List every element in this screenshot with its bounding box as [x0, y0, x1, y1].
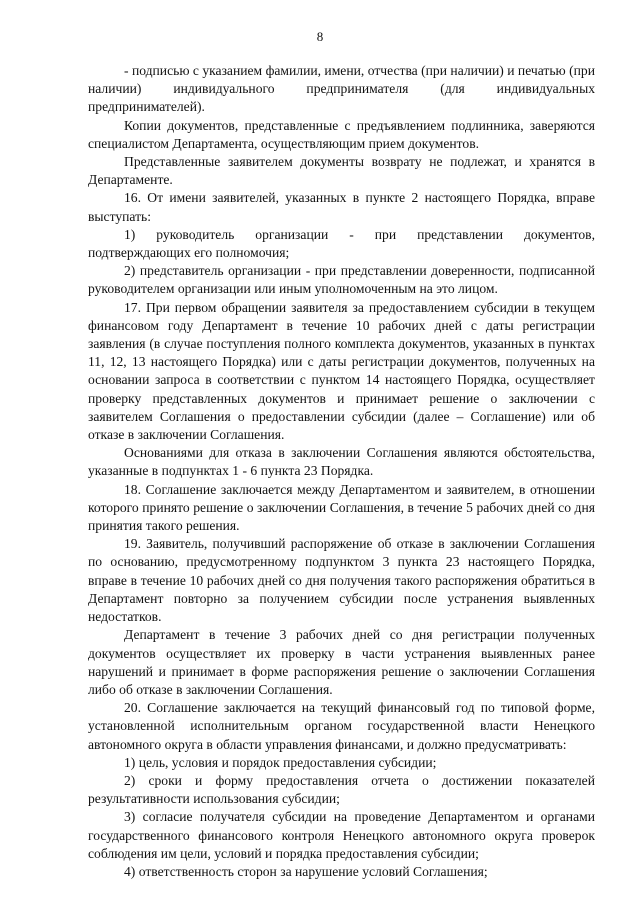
- page-number: 8: [316, 29, 324, 44]
- paragraph-17-refusal-grounds: Основаниями для отказа в заключении Соглашения являются обстоятельства, указанные в подпунктах 1 - 6 пункта 23 Порядка.: [88, 445, 595, 479]
- paragraph-20: 20. Соглашение заключается на текущий финансовый год по типовой форме, установленной исполнительным органом государственной власти Ненецкого автономного округа в области управления финансами, и должно предусматривать:: [88, 700, 595, 752]
- document-body: [88, 62, 595, 881]
- paragraph-documents-not-returned: Представленные заявителем документы возврату не подлежат, и хранятся в Департаменте.: [88, 154, 595, 188]
- paragraph-copies-certified: Копии документов, представленные с предъявлением подлинника, заверяются специалистом Департамента, осуществляющим прием документов.: [88, 117, 595, 151]
- paragraph-20-item-3: 3) согласие получателя субсидии на проведение Департаментом и органами государственного финансового контроля Ненецкого автономного округа проверок соблюдения им цели, условий и порядка предоставления субсидии;: [88, 809, 595, 861]
- paragraph-signature-requirement: - подписью с указанием фамилии, имени, отчества (при наличии) и печатью (при наличии) индивидуального предпринимателя (для индивидуальных предпринимателей).: [88, 63, 595, 115]
- paragraph-16-item-1: 1) руководитель организации - при представлении документов, подтверждающих его полномочия;: [88, 226, 595, 261]
- paragraph-20-item-2: 2) сроки и форму предоставления отчета о достижении показателей результативности использования субсидии;: [88, 772, 595, 807]
- paragraph-16: 16. От имени заявителей, указанных в пункте 2 настоящего Порядка, вправе выступать:: [88, 190, 595, 224]
- paragraph-19: 19. Заявитель, получивший распоряжение об отказе в заключении Соглашения по основанию, предусмотренному подпунктом 3 пункта 23 настоящего Порядка, вправе в течение 10 рабочих дней со дня получения такого распоряжения обратиться в Департамент повторно за получением субсидии после устранения выявленных недостатков.: [88, 536, 595, 625]
- paragraph-18: 18. Соглашение заключается между Департаментом и заявителем, в отношении которого принято решение о заключении Соглашения, в течение 5 рабочих дней со дня принятия такого решения.: [88, 481, 595, 534]
- paragraph-16-item-2: 2) представитель организации - при представлении доверенности, подписанной руководителем организации или иным уполномоченным на это лицом.: [88, 263, 595, 297]
- paragraph-19-review: Департамент в течение 3 рабочих дней со дня регистрации полученных документов осуществляет их проверку в части устранения выявленных ранее нарушений и принимает в форме распоряжения решение о заключении Соглашения либо об отказе в заключении Соглашения.: [88, 627, 595, 697]
- paragraph-17: 17. При первом обращении заявителя за предоставлением субсидии в текущем финансовом году Департамент в течение 10 рабочих дней с даты регистрации заявления (в случае поступления полного комплекта документов, указанных в пунктах 11, 12, 13 настоящего Порядка) или с даты регистрации документов, полученных на основании запроса в соответствии с пунктом 14 настоящего Порядка, осуществляет проверку представленных документов и принимает решение о заключении с заявителем Соглашения о предоставлении субсидии (далее – Соглашение) или об отказе в заключении Соглашения.: [88, 299, 595, 443]
- paragraph-20-item-4: 4) ответственность сторон за нарушение условий Соглашения;: [124, 863, 488, 879]
- paragraph-20-item-1: 1) цель, условия и порядок предоставления субсидии;: [124, 754, 437, 770]
